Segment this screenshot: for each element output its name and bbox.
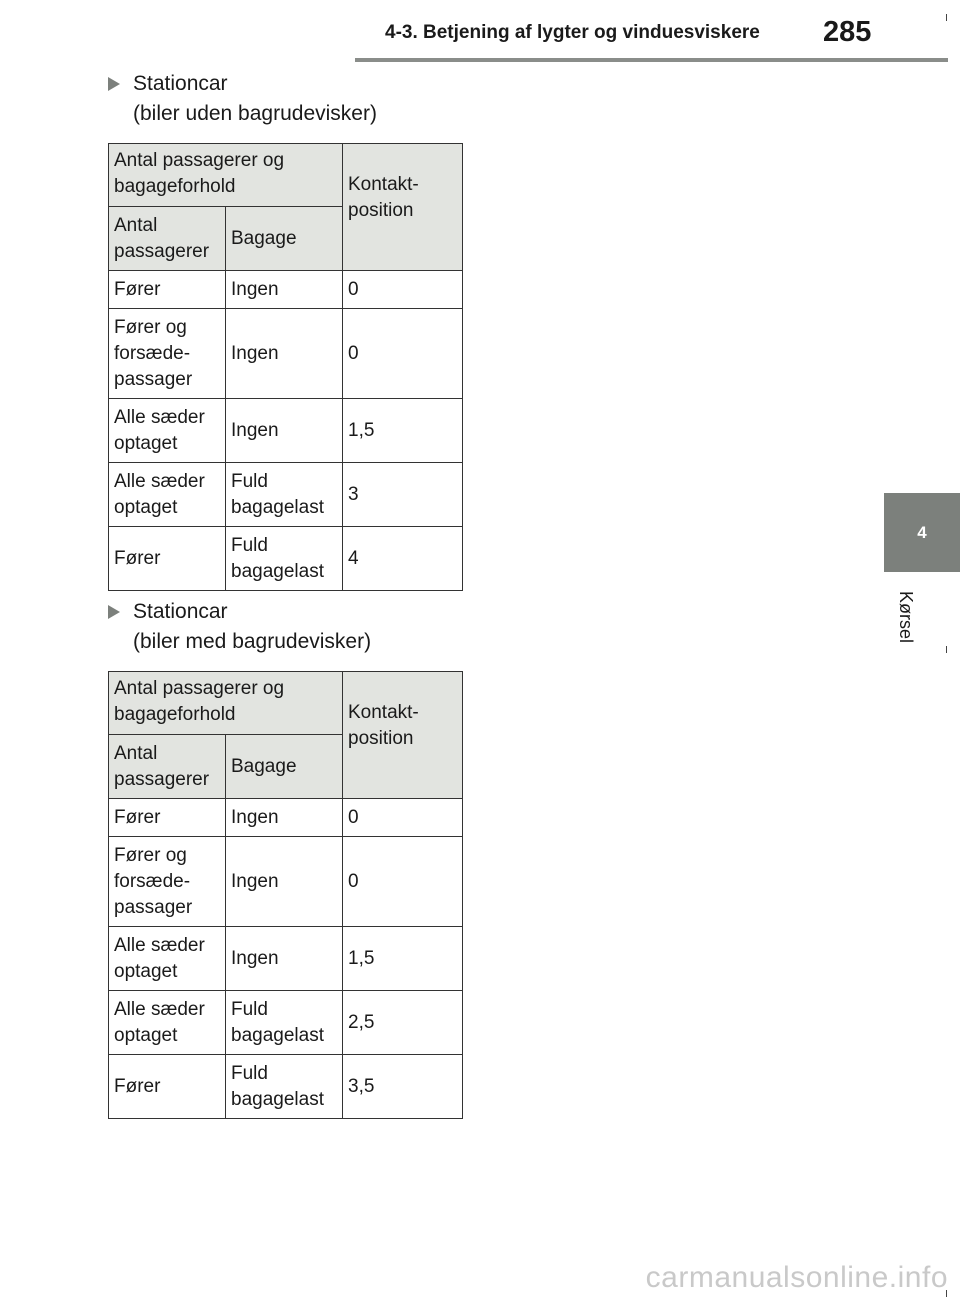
- page-number: 285: [823, 16, 872, 48]
- header-cell-luggage: Bagage: [226, 735, 343, 799]
- position-cell: 0: [343, 309, 463, 399]
- passengers-cell: Alle sæder optaget: [109, 463, 226, 527]
- section-heading: [108, 69, 377, 129]
- chapter-number: 4: [917, 522, 927, 542]
- passengers-cell: Fører og forsæde- passager: [109, 309, 226, 399]
- header-rule: [355, 58, 948, 62]
- position-cell: 1,5: [343, 399, 463, 463]
- passengers-cell: Fører og forsæde- passager: [109, 837, 226, 927]
- position-cell: 2,5: [343, 991, 463, 1055]
- luggage-cell: Fuld bagagelast: [226, 463, 343, 527]
- passengers-cell: Fører: [109, 1055, 226, 1119]
- crop-mark: [946, 14, 947, 21]
- position-cell: 4: [343, 527, 463, 591]
- wiper-position-table: [108, 143, 463, 591]
- heading-line: (biler uden bagrudevisker): [133, 102, 377, 125]
- position-cell: 0: [343, 837, 463, 927]
- position-cell: 0: [343, 271, 463, 309]
- section-heading: [108, 597, 371, 657]
- page-header: [0, 0, 960, 62]
- table-row: [109, 463, 463, 527]
- table-row: [109, 799, 463, 837]
- heading-line: (biler med bagrudevisker): [133, 630, 372, 653]
- passengers-cell: Alle sæder optaget: [109, 927, 226, 991]
- header-cell-position: Kontakt- position: [343, 672, 463, 799]
- table-row: [109, 927, 463, 991]
- header-cell-passengers: Antal passagerer: [109, 735, 226, 799]
- header-cell-position: Kontakt- position: [343, 144, 463, 271]
- header-cell-conditions: Antal passagerer og bagageforhold: [109, 672, 343, 735]
- passengers-cell: Alle sæder optaget: [109, 399, 226, 463]
- position-cell: 3: [343, 463, 463, 527]
- triangle-bullet-icon: [108, 605, 120, 619]
- table-row: [109, 527, 463, 591]
- table-row: [109, 837, 463, 927]
- luggage-cell: Ingen: [226, 799, 343, 837]
- section-title: 4-3. Betjening af lygter og vinduesviskere: [385, 22, 760, 43]
- table-row: [109, 271, 463, 309]
- header-cell-luggage: Bagage: [226, 207, 343, 271]
- chapter-tab: [884, 493, 960, 572]
- luggage-cell: Fuld bagagelast: [226, 991, 343, 1055]
- luggage-cell: Ingen: [226, 927, 343, 991]
- triangle-bullet-icon: [108, 77, 120, 91]
- header-cell-passengers: Antal passagerer: [109, 207, 226, 271]
- crop-mark: [946, 646, 947, 653]
- table-row: [109, 991, 463, 1055]
- heading-line: Stationcar: [133, 600, 228, 623]
- passengers-cell: Fører: [109, 527, 226, 591]
- heading-line: Stationcar: [133, 72, 228, 95]
- passengers-cell: Fører: [109, 271, 226, 309]
- table-row: [109, 1055, 463, 1119]
- luggage-cell: Ingen: [226, 837, 343, 927]
- position-cell: 1,5: [343, 927, 463, 991]
- chapter-label: Kørsel: [896, 590, 916, 643]
- watermark: carmanualsonline.info: [645, 1261, 948, 1294]
- wiper-position-table: [108, 671, 463, 1119]
- table-row: [109, 309, 463, 399]
- luggage-cell: Ingen: [226, 399, 343, 463]
- luggage-cell: Ingen: [226, 309, 343, 399]
- luggage-cell: Fuld bagagelast: [226, 1055, 343, 1119]
- position-cell: 3,5: [343, 1055, 463, 1119]
- position-cell: 0: [343, 799, 463, 837]
- header-cell-conditions: Antal passagerer og bagageforhold: [109, 144, 343, 207]
- luggage-cell: Fuld bagagelast: [226, 527, 343, 591]
- table-row: [109, 399, 463, 463]
- luggage-cell: Ingen: [226, 271, 343, 309]
- passengers-cell: Fører: [109, 799, 226, 837]
- passengers-cell: Alle sæder optaget: [109, 991, 226, 1055]
